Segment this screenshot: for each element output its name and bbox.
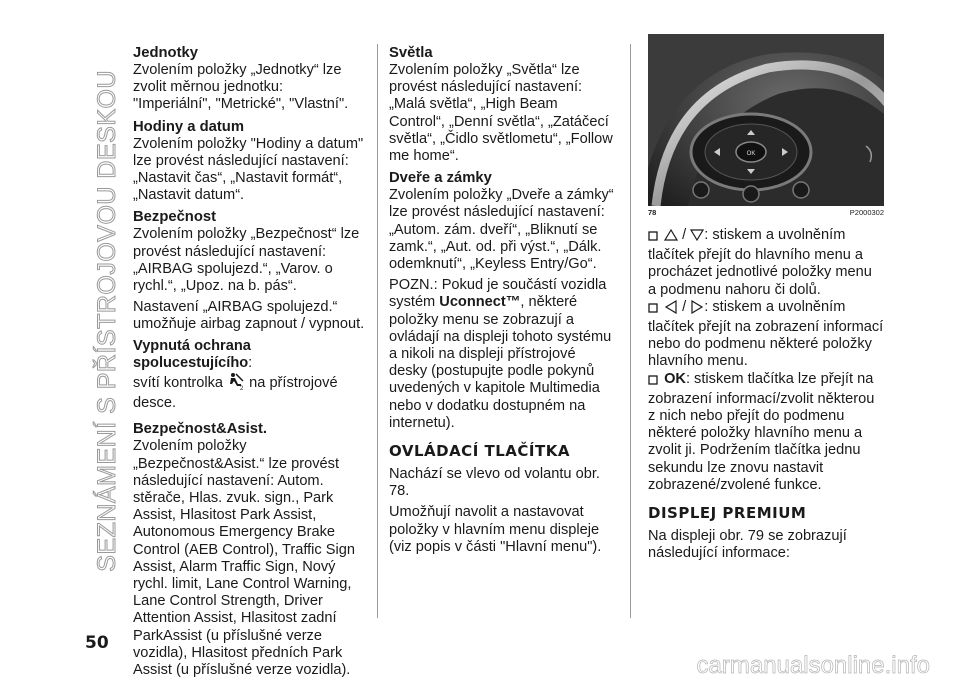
bullet-square-icon: [648, 302, 660, 319]
column-divider-left: [377, 44, 378, 618]
safety-paragraph: Zvolením položky „Bezpečnost“ lze provést následující nastavení: „AIRBAG spolujezd.“, „Varov. o rychl.“, „Upoz. na b. pás“.: [133, 226, 360, 295]
svg-text:2: 2: [240, 386, 244, 391]
triangle-right-icon: [690, 300, 704, 319]
lights-heading: Světla: [389, 45, 433, 61]
leftright-paragraph: / : stiskem a uvolněním tlačítek přejít na zobrazení informací nebo do podmenu některé položky hlavního menu.: [648, 298, 884, 370]
controls-heading: OVLÁDACÍ TLAČÍTKA: [389, 442, 570, 461]
column-divider-right: [630, 44, 631, 618]
updown-paragraph: / : stiskem a uvolněním tlačítek přejít do hlavního menu a procházet jednotlivé položky menu a podmenu nahoru či dolů.: [648, 227, 872, 298]
column-1: [133, 34, 365, 683]
controls-paragraph-1: Nachází se vlevo od volantu obr. 78.: [389, 466, 600, 500]
side-chapter-title: SEZNÁMENÍ S PŘÍSTROJOVOU DESKOU: [92, 70, 121, 572]
assist-heading: Bezpečnost&Asist.: [133, 421, 268, 438]
doors-paragraph: Zvolením položky „Dveře a zámky“ lze provést následující nastavení: „Autom. zám. dveří“, „Bliknutí se zamk.“, „Aut. od. při výst.“, „Dálk. odemknutí“, „Keyless Entry/Go“.: [389, 187, 614, 273]
display-heading: DISPLEJ PREMIUM: [648, 504, 807, 523]
controls-paragraph-2: Umožňují navolit a nastavovat položky v hlavním menu displeje (viz popis v části "Hlavní menu").: [389, 504, 602, 555]
side-chapter-tab: [92, 16, 122, 626]
triangle-down-icon: [690, 228, 704, 247]
belt-paragraph: Vypnutá ochrana spolucestujícího: svítí kontrolka 2 na přístrojové desce.: [133, 337, 338, 412]
column-3: [648, 34, 884, 566]
column-2: [389, 34, 617, 560]
ok-label: OK: [664, 370, 686, 387]
units-heading: Jednotky: [133, 45, 198, 61]
passenger-airbag-off-icon: [227, 372, 245, 395]
doors-heading: Dveře a zámky: [389, 170, 492, 187]
figure-caption: [648, 207, 884, 219]
assist-paragraph: Zvolením položky „Bezpečnost&Asist.“ lze provést následující nastavení: Autom. stěrače, Hlas. zvuk. sign., Park Assist, Hlasitost Park Assist, Autonomous Emergency Brake Control (AEB Control), Traffic Sign Assist, Alarm Traffic Sign, Nový rychl. limit, Lane Control Warning, Lane Control Strength, Driver Attention Assist, Hlasitost zadní ParkAssist (u příslušné verze vozidla), Hlasitost předních Park Assist (u příslušné verze vozidla).: [133, 438, 355, 679]
triangle-left-icon: [664, 300, 678, 319]
watermark: carmanualsonline.info: [696, 652, 930, 679]
safety-heading: Bezpečnost: [133, 209, 217, 226]
figure-code: P2000302: [849, 208, 884, 217]
belt-heading: Vypnutá ochrana spolucestujícího: [133, 337, 251, 371]
clock-heading: Hodiny a datum: [133, 118, 244, 135]
figure-number: 78: [648, 208, 657, 217]
steering-controls-figure: [648, 34, 884, 206]
page-number: 50: [85, 633, 109, 653]
bullet-square-icon: [648, 230, 660, 247]
display-paragraph: Na displeji obr. 79 se zobrazují následující informace:: [648, 528, 847, 562]
bullet-square-icon: [648, 374, 660, 391]
lights-paragraph: Zvolením položky „Světla“ lze provést následující nastavení: „Malá světla“, „High Beam Control“, „Denní světla“, „Zatáčecí světla“, „Čidlo světlometu“, „Follow me home“.: [389, 62, 613, 165]
clock-paragraph: Zvolením položky "Hodiny a datum" lze provést následující nastavení: „Nastavit čas“, „Nastavit formát“, „Nastavit datum“.: [133, 135, 364, 204]
ok-paragraph: OK: stiskem tlačítka lze přejít na zobrazení informací/zvolit některou z nich nebo přejít do podmenu některé položky hlavního menu a zvolit ji. Podržením tlačítka jednu sekundu lze znovu nastavit zobrazené/zvolené funkce.: [648, 370, 875, 493]
units-paragraph: Zvolením položky „Jednotky“ lze zvolit měrnou jednotku: "Imperiální", "Metrické", "Vlastní".: [133, 62, 349, 113]
safety-airbag-paragraph: Nastavení „AIRBAG spolujezd.“ umožňuje airbag zapnout / vypnout.: [133, 299, 365, 333]
triangle-up-icon: [664, 228, 678, 247]
note-paragraph: POZN.: Pokud je součástí vozidla systém Uconnect™, některé položky menu se zobrazují a ovládají na displeji tohoto systému a nikoli na displeji přístrojové desky (postupujte podle pokynů uvedených v kapitole Multimedia nebo v dodatku dostupném na internetu).: [389, 277, 612, 431]
uconnect-brand: Uconnect™: [439, 294, 521, 311]
svg-text:OK: OK: [746, 151, 756, 157]
